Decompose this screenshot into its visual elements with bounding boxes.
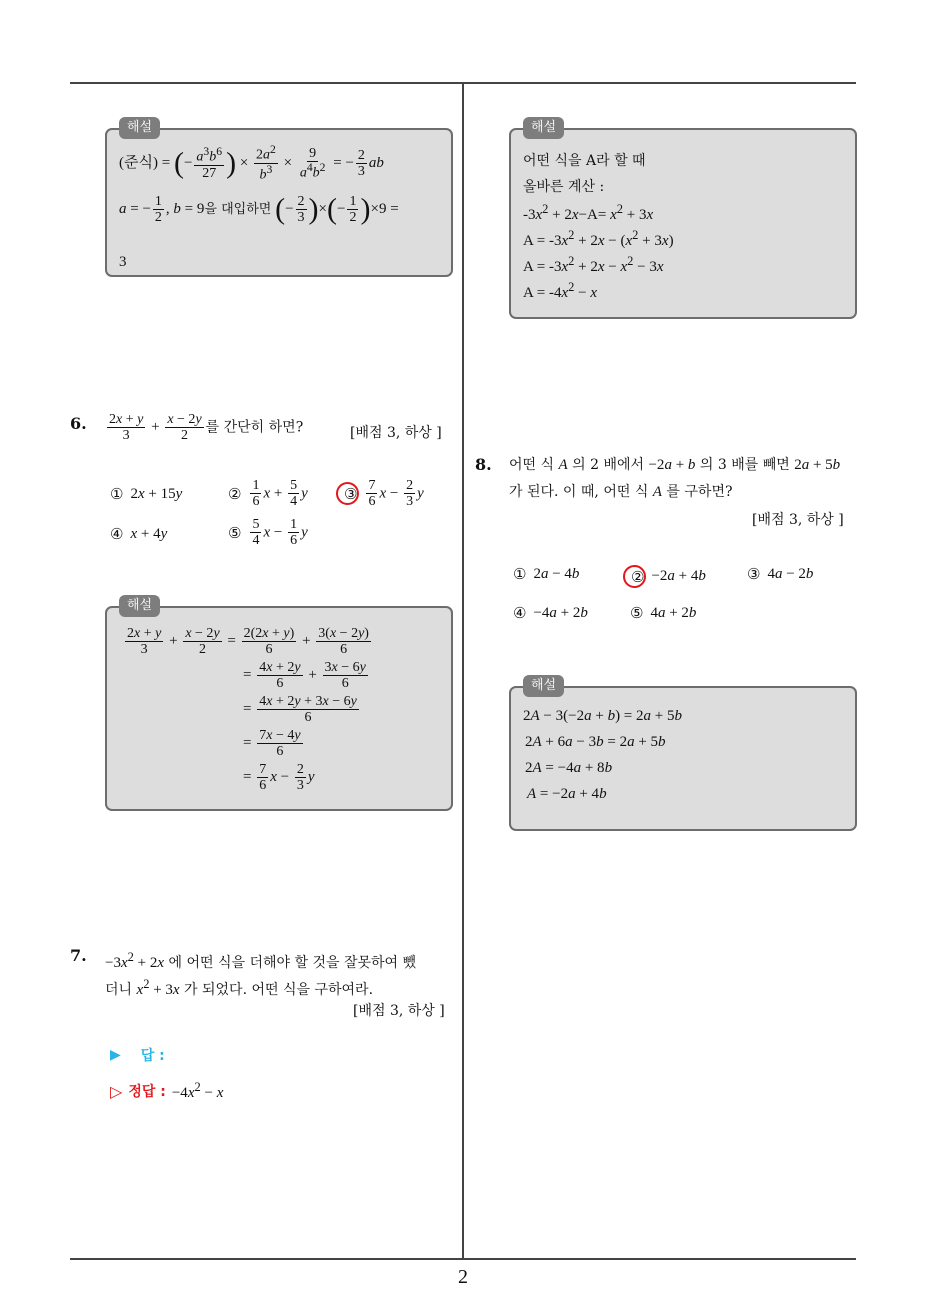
- formula: $x^2 + 3x$: [136, 977, 180, 998]
- formula: $\frac{1}{6}$ x + $\frac{5}{4}$ y: [252, 478, 308, 510]
- solution-line-4: [523, 228, 674, 250]
- solution-line-1: [119, 144, 384, 183]
- formula: 2a − 4b: [533, 565, 580, 582]
- column-divider: [462, 84, 464, 1259]
- formula-prefix: (준식) =: [119, 154, 174, 171]
- solution-line-2: 올바른 계산 :: [523, 179, 605, 195]
- formula: = $\frac{4x + 2y}{6}$ + $\frac{3x - 6y}{6}$: [243, 660, 366, 692]
- solution-step-3: [525, 760, 612, 777]
- formula: = $\frac{7}{6}$ x − $\frac{2}{3}$ y: [243, 762, 315, 794]
- question-number-6: 6.: [70, 414, 87, 433]
- solution-line-1: 어떤 식을 A라 할 때: [523, 153, 646, 169]
- solution-tag: 해설: [119, 117, 160, 139]
- formula: $\frac{5}{4}$ x − $\frac{1}{6}$ y: [252, 517, 308, 549]
- solution-line-3: 3: [119, 254, 127, 270]
- solution-tag: 해설: [119, 595, 160, 617]
- q8-choice-2[interactable]: [630, 565, 706, 588]
- choice-number: ③: [344, 484, 358, 503]
- solution-step-2: [525, 734, 666, 751]
- solution-line-6: [523, 280, 597, 302]
- choice-number: ④: [110, 525, 124, 543]
- formula: (준식) = (− $\frac{a^3b^6}{27}$ ) × $\frac{2a^2}{b^3}$ × $\frac{9}{a^4b^2}$ = − $\frac{2}{3}$ ab: [119, 143, 384, 183]
- question-number-8: 8.: [475, 455, 492, 474]
- solution-step-3: [243, 694, 361, 726]
- play-outline-icon: ▷: [110, 1081, 123, 1101]
- choice-number: ⑤: [228, 523, 242, 542]
- solution-tag: 해설: [523, 117, 564, 139]
- formula: = $\frac{4x + 2y + 3x - 6y}{6}$: [243, 694, 357, 726]
- play-icon: ▶: [110, 1047, 121, 1063]
- question-6-stem: 를 간단히 하면?: [205, 419, 304, 436]
- formula: x + 4y: [130, 525, 168, 542]
- solution-step-1: [123, 626, 373, 658]
- question-8-text-1c: 의 3 배를 빼면: [699, 457, 790, 473]
- choice-number: ②: [631, 567, 645, 586]
- formula: $-4x^2 - x$: [171, 1080, 224, 1101]
- formula: $\frac{2x + y}{3}$ + $\frac{x - 2y}{2}$: [109, 412, 202, 444]
- solution-box-prev: [105, 120, 453, 277]
- solution-step-1: [523, 708, 682, 725]
- formula: a = − $\frac{1}{2}$ , b = 9을 대입하면 (− $\frac{2}{3}$ )×(− $\frac{1}{2}$ )×9 =: [119, 192, 399, 226]
- formula: 2a + 5b: [794, 457, 841, 473]
- solution-step-5: [243, 762, 315, 794]
- choice-number: ④: [513, 604, 527, 622]
- formula: 4a + 2b: [650, 604, 697, 621]
- formula: A: [558, 457, 568, 473]
- formula: A = −2a + 4b: [527, 786, 607, 802]
- choice-number: ⑤: [630, 604, 644, 622]
- question-8-text-1b: 의 2 배에서: [572, 457, 645, 473]
- question-8-text-1a: 어떤 식: [509, 457, 555, 473]
- question-8-text-2b: 를 구하면?: [666, 484, 733, 500]
- answer-label: 답 :: [140, 1048, 165, 1064]
- question-8-meta: [배점 3, 하상 ]: [752, 512, 844, 528]
- q8-choice-4[interactable]: [513, 604, 588, 622]
- question-7-text-1: 에 어떤 식을 더해야 할 것을 잘못하여 뺐: [168, 955, 417, 971]
- correct-answer-row: [110, 1080, 223, 1102]
- question-7-line-2: [105, 972, 373, 1002]
- q6-choice-4[interactable]: [110, 525, 167, 543]
- solution-box-q6: [105, 598, 453, 811]
- formula: A: [652, 484, 662, 500]
- q6-choice-2[interactable]: [228, 478, 308, 510]
- formula: 2A + 6a − 3b = 2a + 5b: [525, 734, 666, 750]
- formula: $\frac{7}{6}$ x − $\frac{2}{3}$ y: [368, 478, 424, 510]
- question-6-text: [105, 412, 303, 444]
- formula-text: 을 대입하면: [204, 202, 272, 218]
- solution-step-4: [243, 728, 305, 760]
- solution-line-3: [523, 202, 653, 224]
- formula: $-3x^2 + 2x$: [105, 950, 165, 971]
- formula: $A = -3x^2 + 2x - x^2 - 3x$: [523, 254, 664, 275]
- question-8-line-2: [509, 480, 732, 504]
- question-7-text-2a: 더니: [105, 982, 133, 998]
- question-7-meta: [배점 3, 하상 ]: [353, 1003, 445, 1019]
- q8-choice-3[interactable]: [747, 565, 813, 583]
- formula: $\frac{2x + y}{3}$ + $\frac{x - 2y}{2}$ = $\frac{2(2x + y)}{6}$ + $\frac{3(x - 2y)}{6}$: [127, 626, 369, 658]
- question-number-7: 7.: [70, 946, 87, 965]
- solution-line-2: [119, 194, 399, 226]
- question-7-text-2b: 가 되었다. 어떤 식을 구하여라.: [184, 982, 374, 998]
- question-8-line-1: [509, 453, 840, 477]
- solution-line-5: [523, 254, 664, 276]
- q6-choice-1[interactable]: [110, 485, 182, 503]
- question-6-meta: [배점 3, 하상 ]: [350, 425, 442, 441]
- correct-answer-label: 정답 :: [128, 1084, 166, 1100]
- answer-row: [110, 1045, 165, 1065]
- selected-circle-mark: [623, 565, 646, 588]
- q8-choice-5[interactable]: [630, 604, 696, 622]
- formula: $A = -4x^2 - x$: [523, 280, 598, 301]
- formula: 4a − 2b: [767, 565, 814, 582]
- solution-tag: 해설: [523, 675, 564, 697]
- formula: 2x + 15y: [130, 485, 183, 502]
- choice-number: ①: [110, 485, 124, 503]
- q6-choice-3[interactable]: [343, 478, 424, 510]
- solution-step-2: [243, 660, 370, 692]
- formula: −2a + b: [648, 457, 696, 473]
- formula: −2a + 4b: [651, 568, 706, 584]
- bottom-rule: [70, 1258, 856, 1260]
- solution-box-q8: [509, 678, 857, 831]
- formula: 2A − 3(−2a + b) = 2a + 5b: [523, 708, 682, 724]
- formula: = $\frac{7x - 4y}{6}$: [243, 728, 301, 760]
- formula: 2A = −4a + 8b: [525, 760, 613, 776]
- formula: $-3x^2 + 2x-A= x^2 + 3x$: [523, 202, 654, 223]
- q8-choice-1[interactable]: [513, 565, 579, 583]
- question-8-text-2a: 가 된다. 이 때, 어떤 식: [509, 484, 649, 500]
- q6-choice-5[interactable]: [228, 517, 308, 549]
- solution-step-4: [527, 786, 607, 803]
- choice-number: ③: [747, 565, 761, 583]
- page-number: 2: [458, 1266, 468, 1288]
- question-7-line-1: [105, 945, 416, 975]
- solution-box-q7: [509, 120, 857, 319]
- choice-number: ①: [513, 565, 527, 583]
- formula: −4a + 2b: [533, 604, 588, 621]
- formula: $A = -3x^2 + 2x - (x^2 + 3x)$: [523, 228, 674, 249]
- choice-number: ②: [228, 484, 242, 503]
